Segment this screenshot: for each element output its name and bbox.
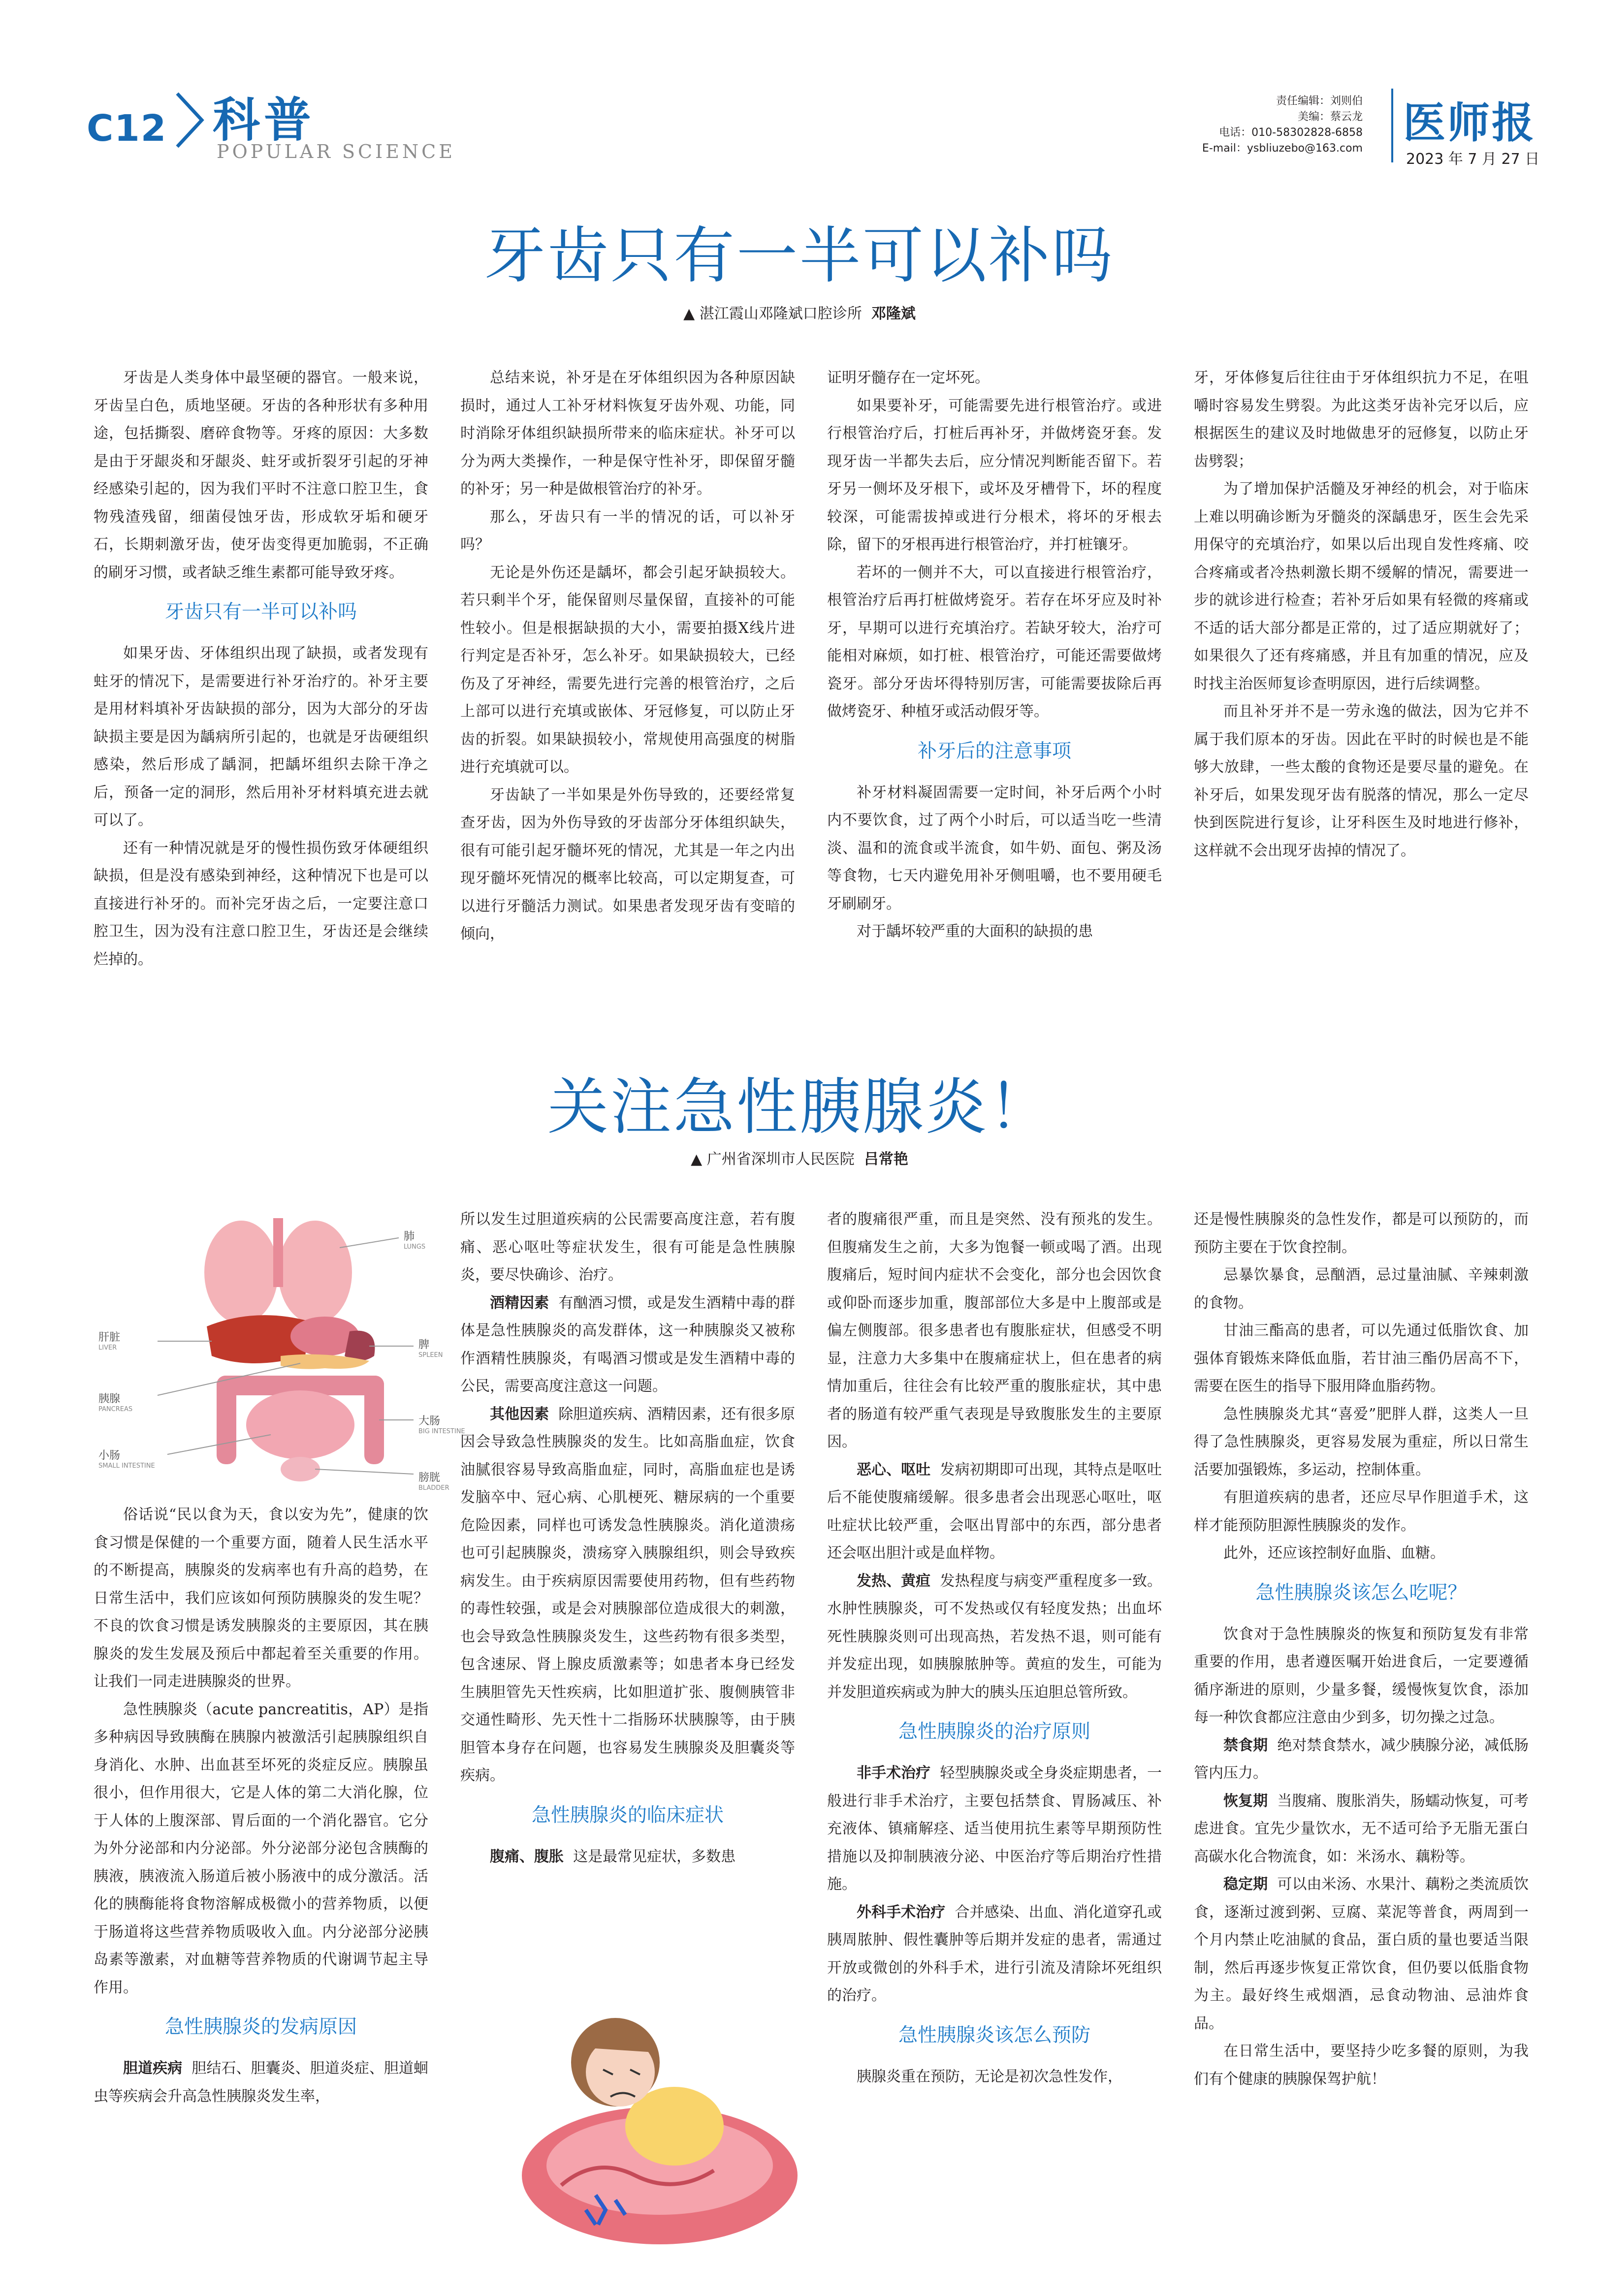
paragraph: 补牙材料凝固需要一定时间，补牙后两个小时内不要饮食，过了两个小时后，可以适当吃一些清淡、温和的流食或半流食，如牛奶、面包、粥及汤等食物，七天内避免用补牙侧咀嚼，也不要用硬毛牙刷刷牙。 [827, 784, 1162, 912]
credit-editor: 责任编辑：刘则伯 [1276, 95, 1363, 107]
paragraph: 忌暴饮暴食，忌酗酒，忌过量油腻、辛辣刺激的食物。 [1194, 1266, 1529, 1312]
paragraph: 稳定期 可以由米汤、水果汁、藕粉之类流质饮食，逐渐过渡到粥、豆腐、菜泥等普食，两周到一个月内禁止吃油腻的食品，蛋白质的量也要适当限制，然后再逐步恢复正常饮食，但仍要以低脂食物为主。最好终生戒烟酒，忌食动物油、忌油炸食品。 [1194, 1876, 1529, 2032]
article1-byline: ▲ 湛江霞山邓隆斌口腔诊所 邓隆斌 [683, 305, 916, 322]
stomach-ache-illustration [497, 1979, 802, 2254]
subheading: 急性胰腺炎的治疗原则 [898, 1721, 1090, 1743]
paragraph: 恶心、呕吐 发病初期即可出现，其特点是呕吐后不能使腹痛缓解。很多患者会出现恶心呕吐，呕吐症状比较严重，会呕出胃部中的东西，部分患者还会呕出胆汁或是血样物。 [827, 1461, 1162, 1562]
article2-column-2 [460, 1206, 795, 1871]
paragraph: 急性胰腺炎（acute pancreatitis，AP）是指多种病因导致胰酶在胰腺内被激活引起胰腺组织自身消化、水肿、出血甚至坏死的炎症反应。胰腺虽很小，但作用很大，它是人体的第二大消化腺，位于人体的上腹深部、胃后面的一个消化器官。它分为外分泌部和内分泌部。外分泌部分泌包含胰酶的胰液，胰液流入肠道后被小肠液中的成分激活。活化的胰酶能将食物溶解成极微小的营养物质，以便于肠道将这些营养物质吸收入血。内分泌部分泌胰岛素等激素，对血糖等营养物质的代谢调节起主导作用。 [94, 1700, 428, 1996]
article1-column-3 [827, 364, 1162, 946]
paragraph: 牙齿缺了一半如果是外伤导致的，还要经常复查牙齿，因为外伤导致的牙齿部分牙体组织缺失，很有可能引起牙髓坏死的情况，尤其是一年之内出现牙髓坏死情况的概率比较高，可以定期复查，可以进行牙髓活力测试。如果患者发现牙齿有变暗的倾向， [460, 786, 795, 943]
paragraph: 其他因素 除胆道疾病、酒精因素，还有很多原因会导致急性胰腺炎的发生。比如高脂血症，饮食油腻很容易导致高脂血症，同时，高脂血症也是诱发脑卒中、冠心病、心肌梗死、糖尿病的一个重要危险因素，同样也可诱发急性胰腺炎。消化道溃疡也可引起胰腺炎，溃疡穿入胰腺组织，则会导致疾病发生。由于疾病原因需要使用药物，但有些药物的毒性较强，或是会对胰腺部位造成很大的刺激，也会导致急性胰腺炎发生，这些药物有很多类型，包含速尿、肾上腺皮质激素等；如患者本身已经发生胰胆管先天性疾病，比如胆道扩张、腹侧胰管非交通性畸形、先天性十二指肠环状胰腺等，由于胰胆管本身存在问题，也容易发生胰腺炎及胆囊炎等疾病。 [460, 1405, 796, 1784]
credit-email: E-mail：ysbliuzebo@163.com [1202, 142, 1363, 155]
article1-column-2 [460, 364, 795, 948]
paragraph: 对于龋坏较严重的大面积的缺损的患 [857, 923, 1093, 940]
organ-label-spleen: 脾 SPLEEN [418, 1339, 443, 1359]
chevron-right-icon [173, 91, 208, 150]
organ-label-pancreas: 胰腺 PANCREAS [98, 1393, 133, 1413]
organ-label-bladder: 膀胱 BLADDER [418, 1472, 449, 1492]
header-divider [1391, 89, 1393, 162]
paragraph: 者的腹痛很严重，而且是突然、没有预兆的发生。但腹痛发生之前，大多为饱餐一顿或喝了酒。出现腹痛后，短时间内症状不会变化，部分也会因饮食或仰卧而逐步加重，腹部部位大多是中上腹部或是偏左侧腹部。很多患者也有腹胀症状，但感受不明显，注意力大多集中在腹痛症状上，但在患者的病情加重后，往往会有比较严重的腹胀症状，其中患者的肠道有较严重气表现是导致腹胀发生的主要原因。 [827, 1211, 1162, 1450]
paragraph: 如果要补牙，可能需要先进行根管治疗。或进行根管治疗后，打桩后再补牙，并做烤瓷牙套。发现牙齿一半都失去后，应分情况判断能否留下。若牙另一侧坏及牙根下，或坏及牙槽骨下，坏的程度较深，可能需拔掉或进行分根术，将坏的牙根去除，留下的牙根再进行根管治疗，并打桩镶牙。 [827, 397, 1162, 553]
section-title: 科普 [213, 93, 315, 148]
organ-label-liver: 肝脏 LIVER [98, 1331, 121, 1352]
article2-title: 关注急性胰腺炎！ [547, 1072, 1052, 1143]
subheading: 补牙后的注意事项 [917, 740, 1071, 762]
paragraph: 总结来说，补牙是在牙体组织因为各种原因缺损时，通过人工补牙材料恢复牙齿外观、功能，同时消除牙体组织缺损所带来的临床症状。补牙可以分为两大类操作，一种是保守性补牙，即保留牙髓的补牙；另一种是做根管治疗的补牙。 [460, 369, 795, 498]
triangle-icon: ▲ [691, 1151, 707, 1168]
credit-phone: 电话：010-58302828-6858 [1219, 126, 1363, 139]
paragraph: 还是慢性胰腺炎的急性发作，都是可以预防的，而预防主要在于饮食控制。 [1194, 1211, 1529, 1256]
paragraph: 急性胰腺炎尤其“喜爱”肥胖人群，这类人一旦得了急性胰腺炎，更容易发展为重症，所以日常生活要加强锻炼，多运动，控制体重。 [1194, 1405, 1529, 1478]
page-number: C12 [87, 107, 167, 150]
editor-credits [1202, 94, 1363, 157]
paragraph: 无论是外伤还是龋坏，都会引起牙缺损较大。若只剩半个牙，能保留则尽量保留，直接补的可能性较小。但是根据缺损的大小，需要拍摄X线片进行判定是否补牙，怎么补牙。如果缺损较大，已经伤及了牙神经，需要先进行完善的根管治疗，之后上部可以进行充填或嵌体、牙冠修复，可以防止牙齿的折裂。如果缺损较小，常规使用高强度的树脂进行充填就可以。 [460, 564, 795, 776]
paragraph: 若坏的一侧并不大，可以直接进行根管治疗，根管治疗后再打桩做烤瓷牙。若存在坏牙应及时补牙，早期可以进行充填治疗。若缺牙较大，治疗可能相对麻烦，如打桩、根管治疗，可能还需要做烤瓷牙。部分牙齿坏得特别厉害，可能需要拔除后再做烤瓷牙、种植牙或活动假牙等。 [827, 564, 1162, 720]
paragraph: 俗话说“民以食为天，食以安为先”，健康的饮食习惯是保健的一个重要方面，随着人民生活水平的不断提高，胰腺炎的发病率也有升高的趋势，在日常生活中，我们应该如何预防胰腺炎的发生呢？不良的饮食习惯是诱发胰腺炎的主要原因，其在胰腺炎的发生发展及预后中都起着至关重要的作用。让我们一同走进胰腺炎的世界。 [94, 1506, 428, 1690]
paragraph: 如果牙齿、牙体组织出现了缺损，或者发现有蛀牙的情况下，是需要进行补牙治疗的。补牙主要是用材料填补牙齿缺损的部分，因为大部分的牙齿缺损主要是因为龋病所引起的，也就是牙齿硬组织感染，然后形成了龋洞，把龋坏组织去除干净之后，预备一定的洞形，然后用补牙材料填充进去就可以了。 [94, 645, 428, 829]
paragraph: 酒精因素 有酗酒习惯，或是发生酒精中毒的群体是急性胰腺炎的高发群体，这一种胰腺炎又被称作酒精性胰腺炎，有喝酒习惯或是发生酒精中毒的公民，需要高度注意这一问题。 [460, 1294, 796, 1395]
paragraph: 还有一种情况就是牙的慢性损伤致牙体硬组织缺损，但是没有感染到神经，这种情况下也是可以直接进行补牙的。而补完牙齿之后，一定要注意口腔卫生，因为没有注意口腔卫生，牙齿还是会继续烂掉的。 [94, 839, 428, 968]
article1-column-4 [1194, 364, 1529, 865]
article2-byline: ▲ 广州省深圳市人民医院 吕常艳 [691, 1151, 908, 1168]
article1-column-1 [94, 364, 428, 974]
paragraph: 胰腺炎重在预防，无论是初次急性发作， [857, 2068, 1122, 2085]
article2-column-3 [827, 1206, 1162, 2091]
credit-designer: 美编：蔡云龙 [1297, 111, 1363, 123]
subheading: 急性胰腺炎的临床症状 [531, 1804, 724, 1826]
section-subtitle: POPULAR SCIENCE [217, 141, 455, 162]
paragraph: 饮食对于急性胰腺炎的恢复和预防复发有非常重要的作用，患者遵医嘱开始进食后，一定要遵循循序渐进的原则，少量多餐，缓慢恢复饮食，添加每一种饮食都应注意由少到多，切勿操之过急。 [1194, 1625, 1529, 1726]
subheading: 急性胰腺炎的发病原因 [164, 2016, 357, 2038]
organ-label-small-intestine: 小肠 SMALL INTESTINE [98, 1449, 155, 1470]
newspaper-logo: 医师报 [1403, 98, 1536, 148]
paragraph: 牙，牙体修复后往往由于牙体组织抗力不足，在咀嚼时容易发生劈裂。为此这类牙齿补完牙以后，应根据医生的建议及时地做患牙的冠修复，以防止牙齿劈裂； [1194, 369, 1529, 470]
paragraph: 那么，牙齿只有一半的情况的话，可以补牙吗？ [460, 508, 795, 553]
paragraph: 证明牙髓存在一定坏死。 [827, 369, 990, 386]
issue-date: 2023 年 7 月 27 日 [1406, 151, 1540, 168]
paragraph: 而且补牙并不是一劳永逸的做法，因为它并不属于我们原本的牙齿。因此在平时的时候也是不能够大放肆，一些太酸的食物还是要尽量的避免。在补牙后，如果发现牙齿有脱落的情况，那么一定尽快到医院进行复诊，让牙科医生及时地进行修补，这样就不会出现牙齿掉的情况了。 [1194, 703, 1529, 859]
triangle-icon: ▲ [683, 305, 700, 322]
paragraph: 外科手术治疗 合并感染、出血、消化道穿孔或胰周脓肿、假性囊肿等后期并发症的患者，需通过开放或微创的外科手术，进行引流及清除坏死组织的治疗。 [827, 1903, 1162, 2004]
paragraph: 腹痛、腹胀 这是最常见症状，多数患 [490, 1848, 736, 1865]
paragraph: 在日常生活中，要坚持少吃多餐的原则，为我们有个健康的胰腺保驾护航！ [1194, 2043, 1529, 2088]
subheading: 急性胰腺炎该怎么吃呢？ [1255, 1581, 1467, 1604]
organ-label-lungs: 肺 LUNGS [404, 1230, 426, 1251]
paragraph: 有胆道疾病的患者，还应尽早作胆道手术，这样才能预防胆源性胰腺炎的发作。 [1194, 1489, 1529, 1534]
paragraph: 为了增加保护活髓及牙神经的机会，对于临床上难以明确诊断为牙髓炎的深龋患牙，医生会先采用保守的充填治疗，如果以后出现自发性疼痛、咬合疼痛或者冷热刺激长期不缓解的情况，需要进一步的就诊进行检查；若补牙后如果有轻微的疼痛或不适的话大部分都是正常的，过了适应期就好了；如果很久了还有疼痛感，并且有加重的情况，应及时找主治医师复诊查明原因，进行后续调整。 [1194, 480, 1529, 692]
paragraph: 所以发生过胆道疾病的公民需要高度注意，若有腹痛、恶心呕吐等症状发生，很有可能是急性胰腺炎，要尽快确诊、治疗。 [460, 1211, 795, 1284]
article1-title: 牙齿只有一半可以补吗 [484, 220, 1115, 291]
paragraph: 胆道疾病 胆结石、胆囊炎、胆道炎症、胆道蛔虫等疾病会升高急性胰腺炎发生率， [94, 2060, 429, 2105]
paragraph: 发热、黄疸 发热程度与病变严重程度多一致。水肿性胰腺炎，可不发热或仅有轻度发热；出血坏死性胰腺炎则可出现高热，若发热不退，则可能有并发症出现，如胰腺脓肿等。黄疸的发生，可能为并发胆道疾病或为肿大的胰头压迫胆总管所致。 [827, 1572, 1162, 1701]
paragraph: 甘油三酯高的患者，可以先通过低脂饮食、加强体育锻炼来降低血脂，若甘油三酯仍居高不下，需要在医生的指导下服用降血脂药物。 [1194, 1322, 1529, 1395]
subheading: 牙齿只有一半可以补吗 [164, 601, 357, 623]
paragraph: 牙齿是人类身体中最坚硬的器官。一般来说，牙齿呈白色，质地坚硬。牙齿的各种形状有多种用途，包括撕裂、磨碎食物等。牙疼的原因：大多数是由于牙龈炎和牙龈炎、蛀牙或折裂牙引起的牙神经感染引起的，因为我们平时不注意口腔卫生，食物残渣残留，细菌侵蚀牙齿，形成软牙垢和硬牙石，长期刺激牙齿，使牙齿变得更加脆弱，不正确的刷牙习惯，或者缺乏维生素都可能导致牙疼。 [94, 369, 428, 581]
paragraph: 此外，还应该控制好血脂、血糖。 [1223, 1544, 1445, 1562]
paragraph: 禁食期 绝对禁食禁水，减少胰腺分泌，减低肠管内压力。 [1194, 1736, 1529, 1782]
subheading: 急性胰腺炎该怎么预防 [898, 2024, 1090, 2046]
organ-label-big-intestine: 大肠 BIG INTESTINE [418, 1415, 465, 1435]
article2-column-4 [1194, 1206, 1529, 2093]
paragraph: 非手术治疗 轻型胰腺炎或全身炎症期患者，一般进行非手术治疗，主要包括禁食、胃肠减压、补充液体、镇痛解痉、适当使用抗生素等早期预防性措施以及抑制胰液分泌、中医治疗等后期治疗性措施。 [827, 1764, 1162, 1893]
paragraph: 恢复期 当腹痛、腹胀消失，肠蠕动恢复，可考虑进食。宜先少量饮水，无不适可给予无脂无蛋白高碳水化合物流食，如：米汤水、藕粉等。 [1194, 1792, 1529, 1865]
article2-column-1 [94, 1501, 428, 2110]
